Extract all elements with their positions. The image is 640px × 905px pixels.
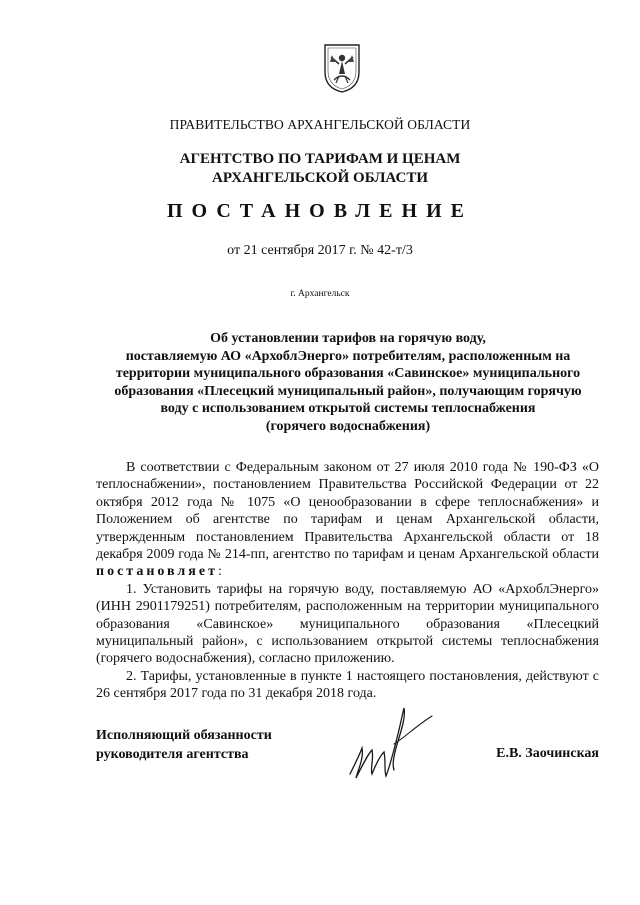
clause-2: 2. Тарифы, установленные в пункте 1 настоящего постановления, действуют с 26 сентября 2017 года по 31 декабря 2018 года. [96,668,599,702]
document-body [96,459,599,703]
signatory-title-line: Исполняющий обязанности [96,728,272,743]
signatory-name: Е.В. Заочинская [496,746,599,761]
resolution-keyword: постановляет [96,564,218,580]
subject-line: образования «Плесецкий муниципальный район», получающим горячую [114,383,582,399]
document-subject [88,330,608,435]
date-and-number: от 21 сентября 2017 г. № 42-т/3 [227,243,413,258]
subject-line: территории муниципального образования «Савинское» муниципального [115,366,581,381]
coat-of-arms-icon [322,42,362,94]
handwritten-signature [344,704,436,786]
city-name: г. Архангельск [290,289,350,299]
clause-1: 1. Установить тарифы на горячую воду, поставляемую АО «АрхоблЭнерго» (ИНН 2901179251) потребителям, расположенным на территории муниципального образования «Савинское» муниципального образования «Плесецкий муниципальный район», с использованием открытой системы теплоснабжения (горячего водоснабжения), согласно приложению. [96,581,599,667]
document-type: ПОСТАНОВЛЕНИЕ [167,200,473,222]
subject-line: воду с использованием открытой системы теплоснабжения [160,401,536,416]
preamble-colon: : [217,564,222,580]
subject-line: (горячего водоснабжения) [265,418,431,434]
agency-name-line: АРХАНГЕЛЬСКОЙ ОБЛАСТИ [212,170,428,186]
preamble-paragraph [96,459,599,581]
signatory-title-line: руководителя агентства [96,747,249,762]
agency-name [0,150,640,188]
government-name: ПРАВИТЕЛЬСТВО АРХАНГЕЛЬСКОЙ ОБЛАСТИ [169,117,471,132]
subject-line: Об установлении тарифов на горячую воду, [210,331,486,346]
subject-line: поставляемую АО «АрхоблЭнерго» потребителям, расположенным на [125,348,571,364]
preamble-text: В соответствии с Федеральным законом от 27 июля 2010 года № 190-ФЗ «О теплоснабжении», постановлением Правительства Российской Федерации от 22 октября 2012 года № 1075 «О ценообразовании в сфере теплоснабжения» и Положением об агентстве по тарифам и ценам Архангельской области, утвержденным постановлением Правительства Архангельской области от 18 декабря 2009 года № 214-пп, агентство по тарифам и ценам Архангельской области [96,460,599,563]
signatory-title [96,726,272,764]
agency-name-line: АГЕНТСТВО ПО ТАРИФАМ И ЦЕНАМ [179,151,461,167]
